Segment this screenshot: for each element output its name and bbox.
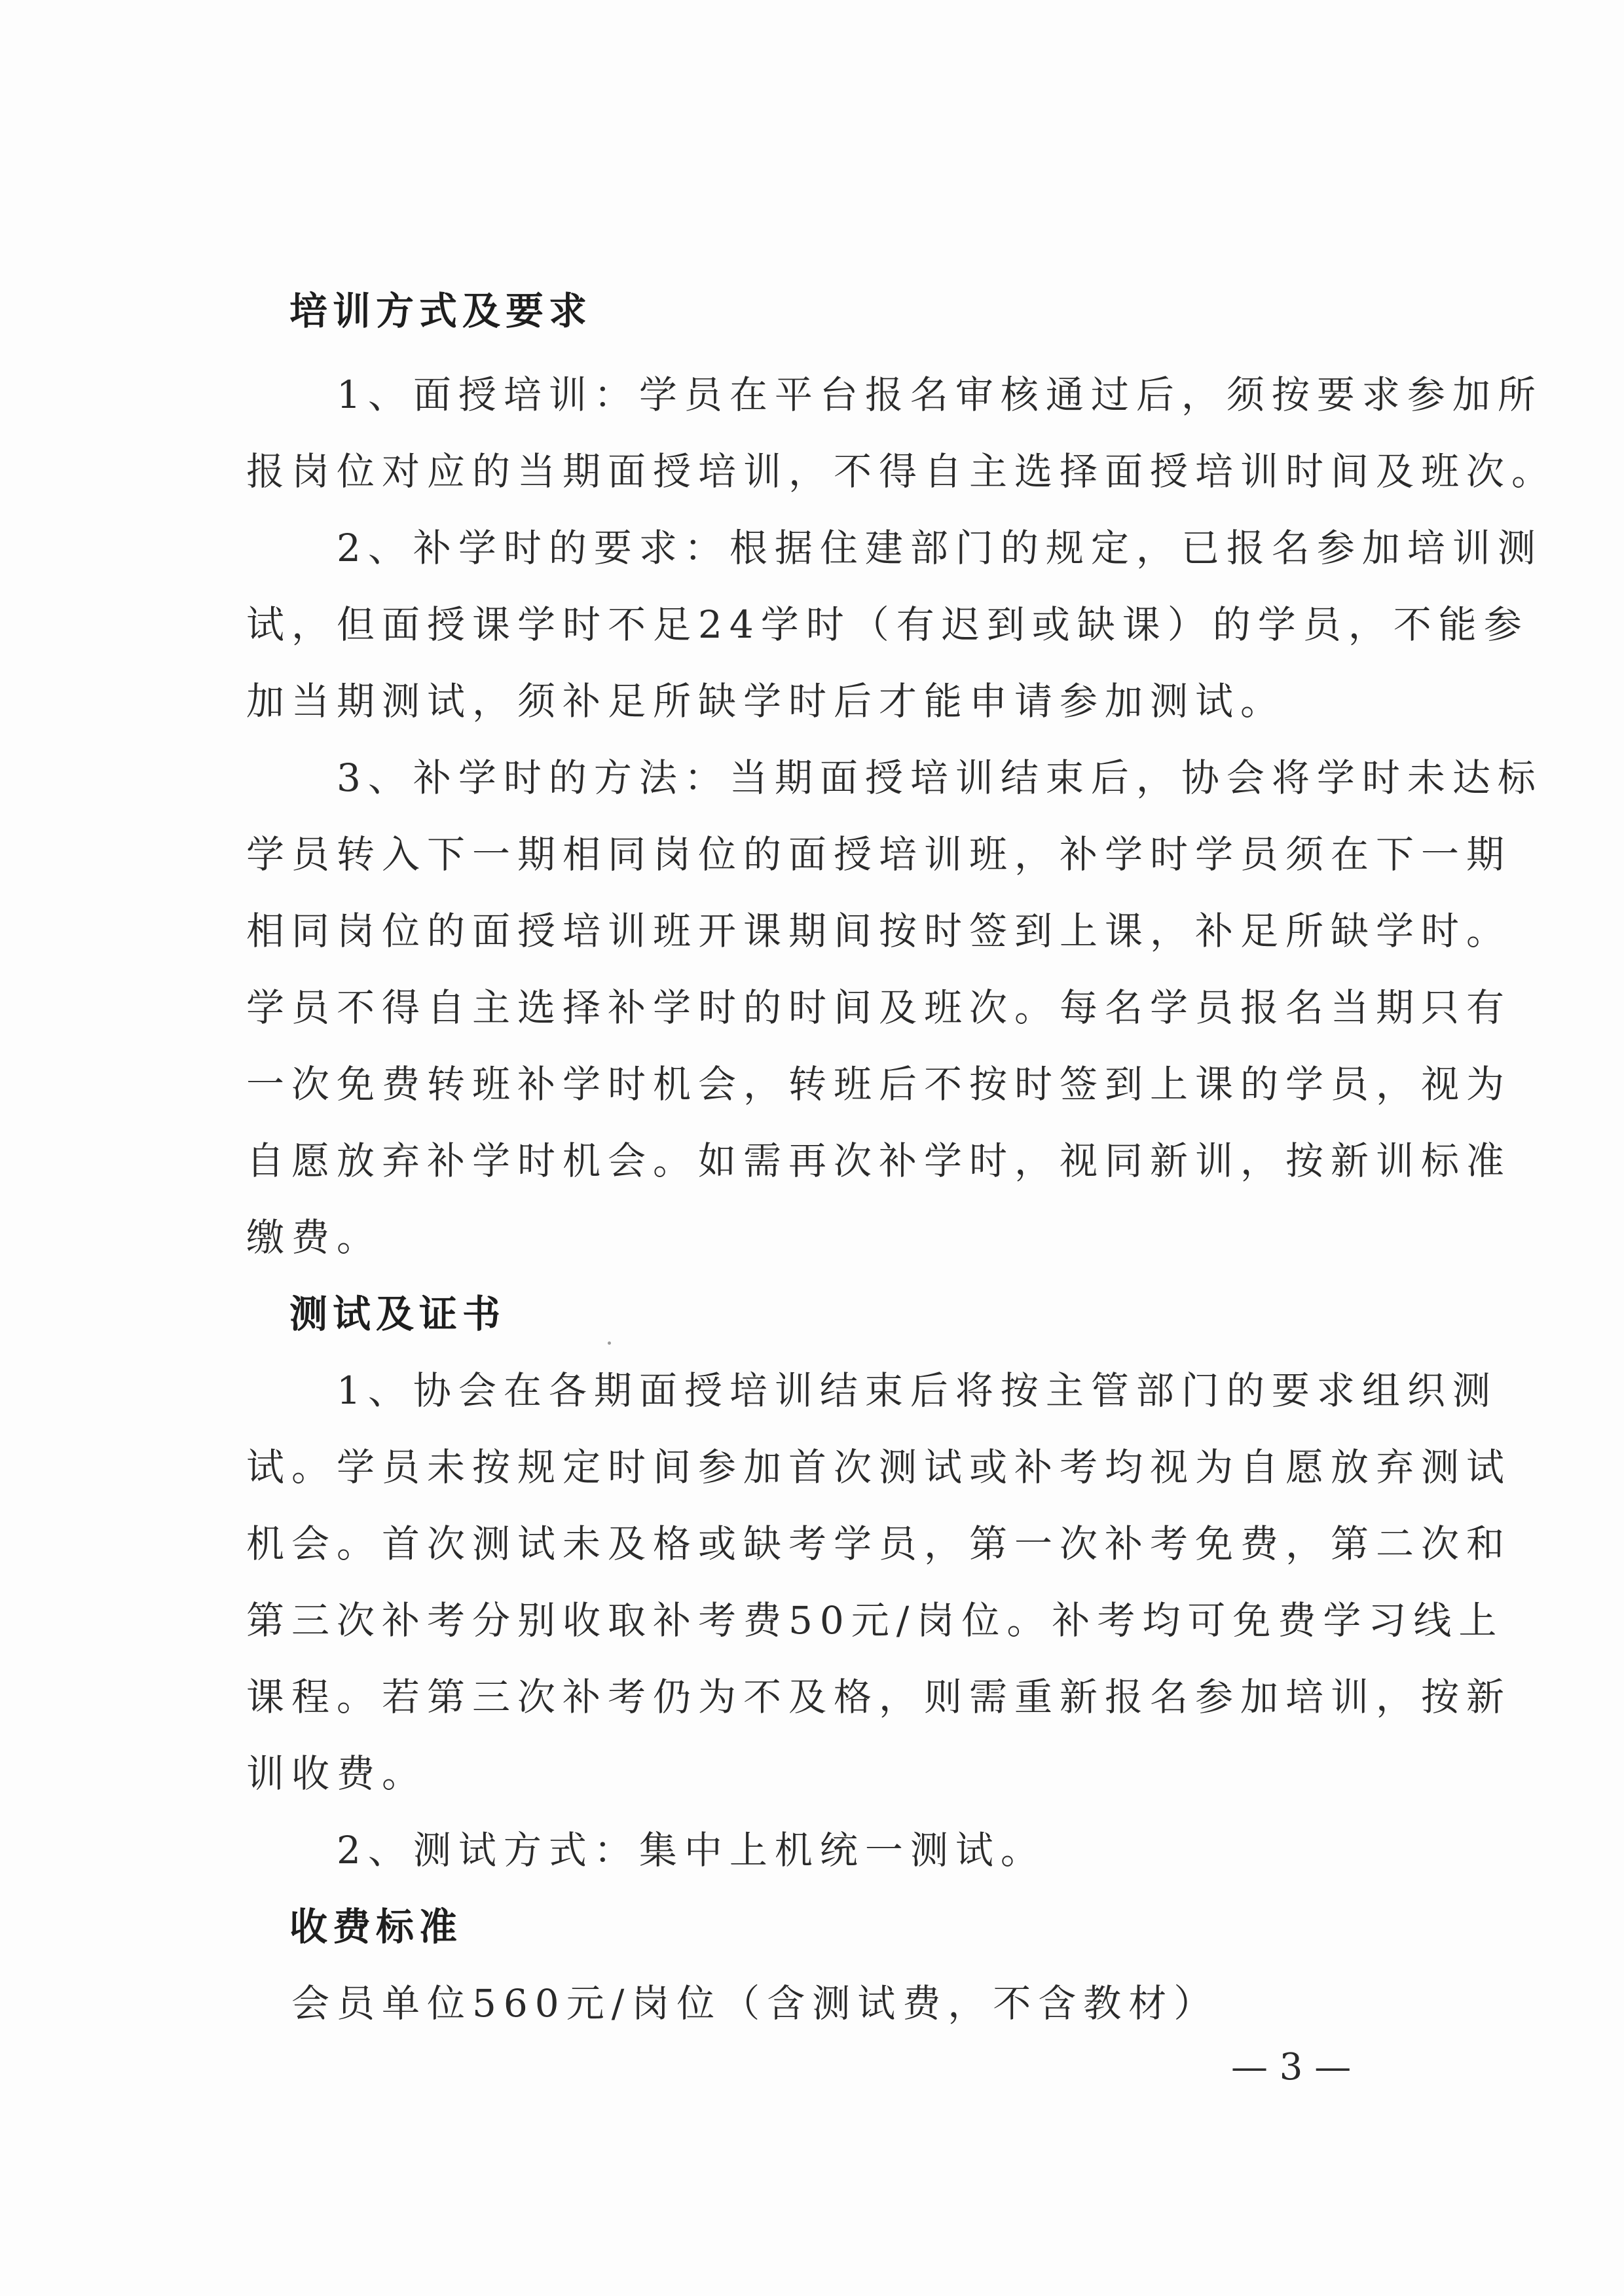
paragraph-line: 学员不得自主选择补学时的时间及班次。每名学员报名当期只有 <box>246 985 1512 1030</box>
paragraph-line: 1、面授培训：学员在平台报名审核通过后，须按要求参加所 <box>246 373 1543 417</box>
section-heading-testing-certificate: 测试及证书 <box>246 1292 506 1336</box>
paragraph-line: 加当期测试，须补足所缺学时后才能申请参加测试。 <box>246 679 1286 723</box>
paragraph-line: 机会。首次测试未及格或缺考学员，第一次补考免费，第二次和 <box>246 1522 1512 1566</box>
paragraph-line: 自愿放弃补学时机会。如需再次补学时，视同新训，按新训标准 <box>246 1139 1512 1183</box>
page-number: — 3 — <box>1231 2046 1352 2088</box>
paragraph-line: 学员转入下一期相同岗位的面授培训班，补学时学员须在下一期 <box>246 832 1512 877</box>
section-heading-fee-standard: 收费标准 <box>246 1904 463 1949</box>
paragraph-line: 相同岗位的面授培训班开课期间按时签到上课，补足所缺学时。 <box>246 909 1512 953</box>
paragraph-line: 第三次补考分别收取补考费50元/岗位。补考均可免费学习线上 <box>246 1598 1504 1643</box>
paragraph-line: 1、协会在各期面授培训结束后将按主管部门的要求组织测 <box>246 1368 1498 1413</box>
paragraph-line: 课程。若第三次补考仍为不及格，则需重新报名参加培训，按新 <box>246 1675 1512 1719</box>
paragraph-line: 训收费。 <box>246 1751 428 1796</box>
paragraph-line: 会员单位560元/岗位（含测试费，不含教材） <box>246 1981 1219 2026</box>
section-heading-training-method: 培训方式及要求 <box>246 289 593 333</box>
paragraph-line: 2、补学时的要求：根据住建部门的规定，已报名参加培训测 <box>246 526 1543 570</box>
paragraph-line: 缴费。 <box>246 1215 382 1260</box>
paragraph-line: 报岗位对应的当期面授培训，不得自主选择面授培训时间及班次。 <box>246 449 1557 494</box>
scan-speck <box>608 1341 611 1345</box>
paragraph-line: 一次免费转班补学时机会，转班后不按时签到上课的学员，视为 <box>246 1062 1512 1106</box>
paragraph-line: 试。学员未按规定时间参加首次测试或补考均视为自愿放弃测试 <box>246 1445 1512 1489</box>
paragraph-line: 2、测试方式：集中上机统一测试。 <box>246 1828 1046 1872</box>
paragraph-line: 3、补学时的方法：当期面授培训结束后，协会将学时未达标 <box>246 756 1543 800</box>
paragraph-line: 试，但面授课学时不足24学时（有迟到或缺课）的学员，不能参 <box>246 602 1529 647</box>
